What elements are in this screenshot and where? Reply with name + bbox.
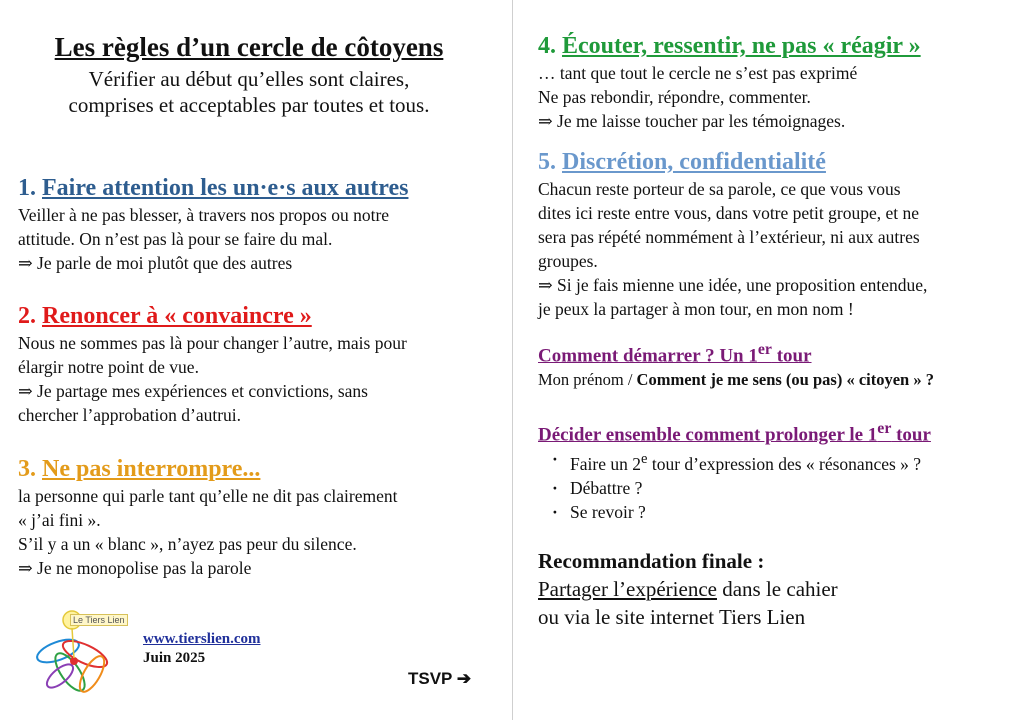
extend-section (538, 417, 1008, 524)
rule-3-line: la personne qui parle tant qu’elle ne dit pas clairement (18, 486, 398, 506)
list-item (538, 447, 1008, 476)
final-text (538, 575, 1008, 631)
rule-3-line: « j’ai fini ». (18, 510, 101, 530)
start-text-plain: Mon prénom / (538, 370, 637, 390)
rule-3-line: ⇒ Je ne monopolise pas la parole (18, 558, 252, 578)
final-link-text: Partager l’expérience (538, 577, 717, 601)
rule-3 (18, 454, 498, 580)
page-divider (512, 0, 513, 720)
rule-2-number: 2. (18, 303, 36, 329)
start-section (538, 338, 1008, 392)
rule-4-body (538, 61, 1008, 133)
footer-date: Juin 2025 (143, 650, 206, 666)
rule-4-line: … tant que tout le cercle ne s’est pas exprimé (538, 63, 858, 83)
bullet-text: tour d’expression des « résonances » ? (647, 454, 922, 475)
subtitle-line2: comprises et acceptables par toutes et tous. (68, 93, 430, 117)
page-title: Les règles d’un cercle de côtoyens (54, 32, 444, 62)
extend-title-end: tour (891, 424, 931, 446)
final-section (538, 547, 1008, 631)
rule-1-body (18, 203, 498, 275)
final-line2: ou via le site internet Tiers Lien (538, 605, 806, 629)
rule-3-number: 3. (18, 456, 36, 482)
rule-1-label: Faire attention les un·e·s aux autres (42, 175, 409, 201)
rule-4-number: 4. (538, 33, 556, 59)
final-line1-rest: dans le cahier (716, 577, 838, 601)
rule-5-line: je peux la partager à mon tour, en mon nom ! (538, 299, 854, 319)
list-item: · Se revoir ? (538, 500, 1008, 524)
rule-5 (538, 147, 1008, 321)
rule-1-line: Veiller à ne pas blesser, à travers nos propos ou notre (18, 205, 390, 225)
rule-4-line: Ne pas rebondir, répondre, commenter. (538, 87, 811, 107)
extend-title-text: Décider ensemble comment prolonger le 1 (538, 424, 878, 446)
rule-5-label: Discrétion, confidentialité (562, 149, 826, 175)
list-item: · Débattre ? (538, 476, 1008, 500)
rule-1-line: attitude. On n’est pas là pour se faire du mal. (18, 229, 333, 249)
start-title-text: Comment démarrer ? Un 1 (538, 345, 758, 367)
rule-5-line: dites ici reste entre vous, dans votre petit groupe, et ne (538, 203, 919, 223)
start-title (538, 338, 1008, 368)
extend-title-sup: er (877, 420, 892, 437)
rule-2-line: ⇒ Je partage mes expériences et convictions, sans (18, 381, 368, 401)
rule-4-title (538, 31, 1008, 61)
rule-2-label: Renoncer à « convaincre » (42, 303, 312, 329)
rule-1-line: ⇒ Je parle de moi plutôt que des autres (18, 253, 293, 273)
start-title-sup: er (757, 341, 772, 358)
start-text-bold: Comment je me sens (ou pas) « citoyen » ? (636, 370, 934, 390)
logo-label: Le Tiers Lien (70, 614, 128, 626)
website-link[interactable]: www.tierslien.com (143, 631, 261, 647)
rule-5-line: sera pas répété nommément à l’extérieur, ni aux autres (538, 227, 920, 247)
tsvp-label: TSVP ➔ (408, 669, 472, 688)
subtitle-line1: Vérifier au début qu’elles sont claires, (88, 67, 410, 91)
rule-5-body (538, 177, 1008, 321)
rule-4-label: Écouter, ressentir, ne pas « réagir » (562, 33, 921, 59)
rule-5-title (538, 147, 1008, 177)
rule-4 (538, 31, 1008, 133)
page-subtitle (18, 66, 480, 118)
bullet-sup: e (640, 451, 648, 468)
rule-2 (18, 301, 498, 427)
rule-2-line: élargir notre point de vue. (18, 357, 199, 377)
rule-2-title (18, 301, 498, 331)
rule-1 (18, 173, 498, 275)
start-text (538, 368, 1008, 392)
final-title: Recommandation finale : (538, 549, 765, 573)
rule-3-body (18, 484, 498, 580)
rule-4-line: ⇒ Je me laisse toucher par les témoignages. (538, 111, 846, 131)
rule-1-number: 1. (18, 175, 36, 201)
rule-3-title (18, 454, 498, 484)
rule-2-line: chercher l’approbation d’autrui. (18, 405, 242, 425)
rule-3-label: Ne pas interrompre... (42, 456, 261, 482)
start-title-end: tour (771, 345, 812, 367)
rule-3-line: S’il y a un « blanc », n’ayez pas peur du silence. (18, 534, 357, 554)
rule-1-title (18, 173, 498, 203)
extend-title (538, 417, 1008, 447)
bullet-text: Faire un 2 (570, 454, 641, 475)
rule-5-line: groupes. (538, 251, 598, 271)
rule-2-line: Nous ne sommes pas là pour changer l’autre, mais pour (18, 333, 407, 353)
rule-2-body (18, 331, 498, 427)
rule-5-line: Chacun reste porteur de sa parole, ce que vous vous (538, 179, 901, 199)
rule-5-line: ⇒ Si je fais mienne une idée, une proposition entendue, (538, 275, 928, 295)
extend-list (538, 447, 1008, 524)
rule-5-number: 5. (538, 149, 556, 175)
